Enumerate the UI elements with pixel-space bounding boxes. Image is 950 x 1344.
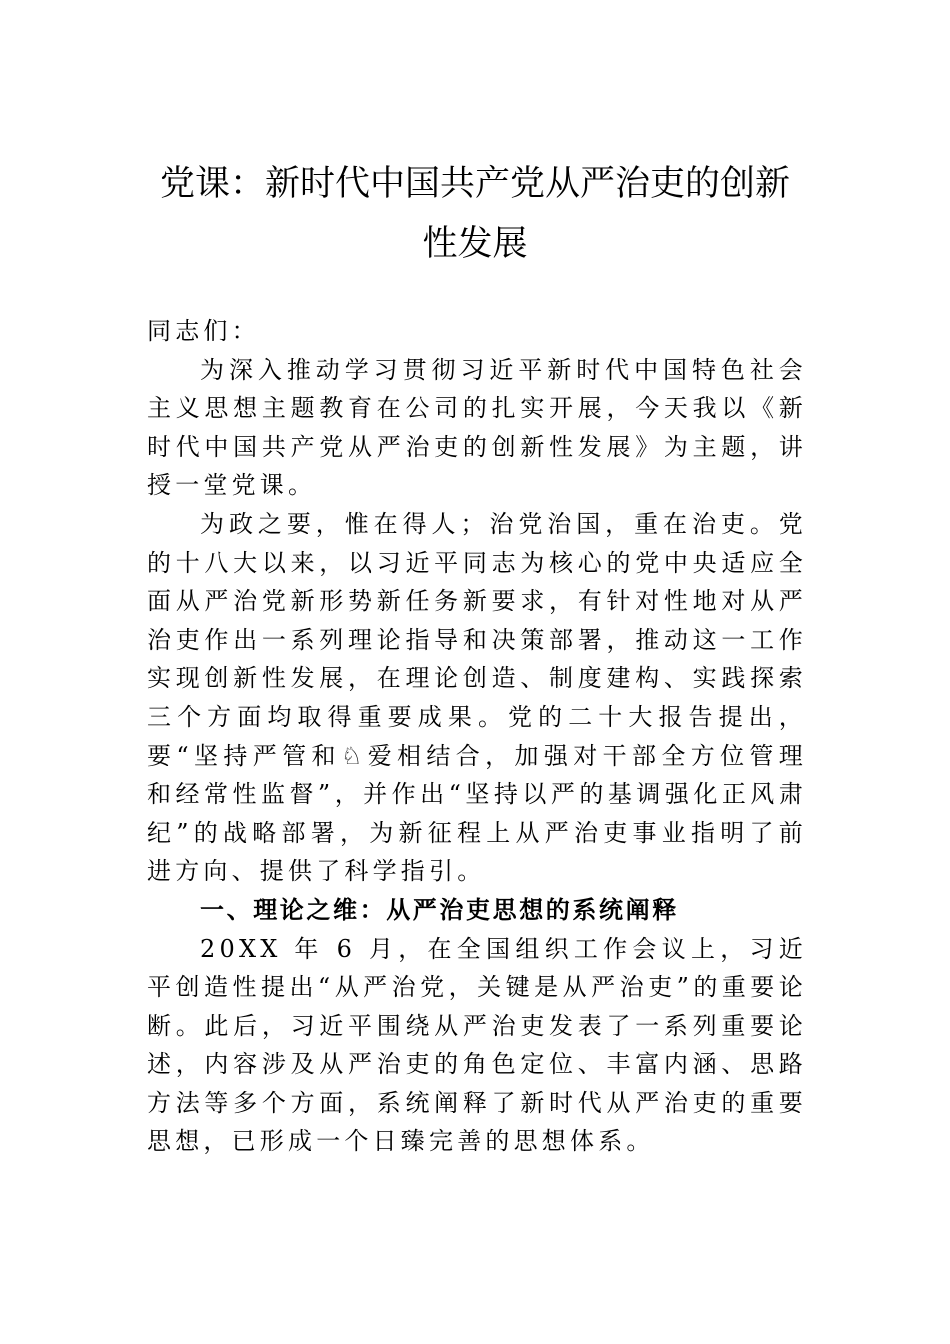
document-title-line-2: 性发展 <box>422 224 528 264</box>
paragraph-background: 为政之要，惟在得人；治党治国，重在治吏。党的十八大以来，以习近平同志为核心的党中央适应全面从严治党新形势新任务新要求，有针对性地对从严治吏作出一系列理论指导和决策部署，推动这一工作实现创新性发展，在理论创造、制度建构、实践探索三个方面均取得重要成果。党的二十大报告提出，要“坚持严管和♘爱相结合，加强对干部全方位管理和经常性监督”，并作出“坚持以严的基调强化正风肃纪”的战略部署，为新征程上从严治吏事业指明了前进方向、提供了科学指引。 <box>147 509 807 886</box>
section-heading: 一、理论之维：从严治吏思想的系统阐释 <box>200 895 679 924</box>
document-title-line-1: 党课：新时代中国共产党从严治吏的创新 <box>159 164 790 204</box>
paragraph-section-one: 20XX 年 6 月，在全国组织工作会议上，习近平创造性提出“从严治党，关键是从严治吏”的重要论断。此后，习近平围绕从严治吏发表了一系列重要论述，内容涉及从严治吏的角色定位、丰富内涵、思路方法等多个方面，系统阐释了新时代从严治吏的重要思想，已形成一个日臻完善的思想体系。 <box>147 934 807 1156</box>
paragraph-intro: 为深入推动学习贯彻习近平新时代中国特色社会主义思想主题教育在公司的扎实开展，今天我以《新时代中国共产党从严治吏的创新性发展》为主题，讲授一堂党课。 <box>147 355 807 500</box>
salutation: 同志们： <box>147 317 260 345</box>
document-body <box>147 312 807 1161</box>
